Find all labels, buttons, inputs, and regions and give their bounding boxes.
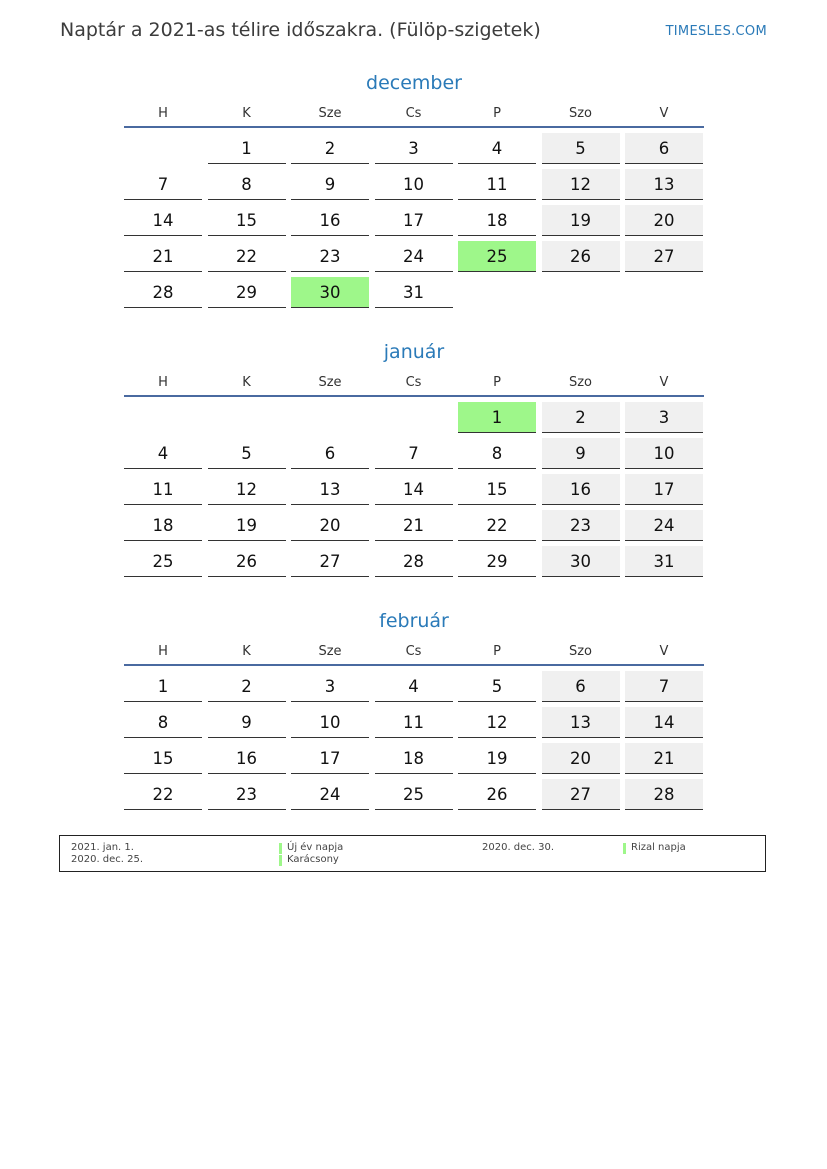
day-cell[interactable]: 3: [625, 402, 703, 433]
day-cell[interactable]: 24: [291, 779, 369, 810]
day-cell[interactable]: 7: [375, 438, 453, 469]
day-cell[interactable]: 26: [542, 241, 620, 272]
month-january: [124, 337, 704, 577]
day-cell[interactable]: 16: [208, 743, 286, 774]
weekday-header: [124, 640, 704, 666]
day-cell[interactable]: 23: [291, 241, 369, 272]
day-cell[interactable]: 2: [542, 402, 620, 433]
day-cell[interactable]: 5: [458, 671, 536, 702]
weekday-header: [124, 371, 704, 397]
holiday-day-cell[interactable]: 30: [291, 277, 369, 308]
day-cell[interactable]: 20: [625, 205, 703, 236]
holiday-legend: [59, 835, 766, 872]
day-cell[interactable]: 24: [375, 241, 453, 272]
day-cell[interactable]: 18: [375, 743, 453, 774]
day-cell[interactable]: 15: [208, 205, 286, 236]
day-cell[interactable]: 19: [458, 743, 536, 774]
day-cell[interactable]: 23: [208, 779, 286, 810]
day-cell[interactable]: 5: [542, 133, 620, 164]
day-cell[interactable]: 10: [291, 707, 369, 738]
day-cell[interactable]: 10: [375, 169, 453, 200]
day-cell[interactable]: 26: [208, 546, 286, 577]
legend-name: Új év napja: [287, 842, 344, 853]
day-cell[interactable]: 18: [124, 510, 202, 541]
day-cell[interactable]: 5: [208, 438, 286, 469]
day-cell[interactable]: 1: [208, 133, 286, 164]
legend-date: 2021. jan. 1.: [71, 842, 134, 853]
day-cell[interactable]: 12: [458, 707, 536, 738]
day-grid: [124, 133, 704, 308]
day-cell[interactable]: 12: [208, 474, 286, 505]
month-title: január: [383, 341, 445, 363]
day-cell[interactable]: 28: [375, 546, 453, 577]
weekday-label: H: [158, 644, 168, 659]
day-cell[interactable]: 9: [291, 169, 369, 200]
weekday-label: Sze: [318, 644, 342, 659]
day-cell[interactable]: 13: [625, 169, 703, 200]
day-cell[interactable]: 11: [458, 169, 536, 200]
day-cell[interactable]: 7: [124, 169, 202, 200]
weekday-label: P: [493, 644, 501, 659]
day-cell[interactable]: 21: [625, 743, 703, 774]
day-cell[interactable]: 29: [458, 546, 536, 577]
day-cell[interactable]: 14: [375, 474, 453, 505]
day-cell[interactable]: 25: [375, 779, 453, 810]
day-cell[interactable]: 22: [458, 510, 536, 541]
weekday-label: Cs: [405, 375, 422, 390]
weekday-label: V: [659, 644, 669, 659]
weekday-label: Sze: [318, 106, 342, 121]
day-cell[interactable]: 8: [458, 438, 536, 469]
day-cell[interactable]: 28: [124, 277, 202, 308]
day-cell[interactable]: 2: [208, 671, 286, 702]
page-title: Naptár a 2021-as télire időszakra. (Fülöp-szigetek): [60, 19, 541, 41]
month-title: február: [379, 610, 449, 632]
weekday-label: Cs: [405, 106, 422, 121]
day-cell[interactable]: 6: [291, 438, 369, 469]
day-cell[interactable]: 27: [625, 241, 703, 272]
weekday-label: H: [158, 375, 168, 390]
day-cell[interactable]: 8: [208, 169, 286, 200]
weekday-label: V: [659, 106, 669, 121]
day-cell[interactable]: 11: [375, 707, 453, 738]
weekday-label: Cs: [405, 644, 422, 659]
day-cell[interactable]: 25: [124, 546, 202, 577]
day-cell[interactable]: 17: [375, 205, 453, 236]
day-cell[interactable]: 9: [208, 707, 286, 738]
month-december: [124, 68, 704, 308]
weekday-label: P: [493, 375, 501, 390]
weekday-label: Szo: [568, 375, 593, 390]
day-cell[interactable]: 19: [208, 510, 286, 541]
day-cell[interactable]: 14: [625, 707, 703, 738]
day-grid: [124, 402, 704, 577]
empty-cell: [375, 402, 453, 432]
empty-cell: [291, 402, 369, 432]
day-cell[interactable]: 12: [542, 169, 620, 200]
day-cell[interactable]: 20: [542, 743, 620, 774]
day-cell[interactable]: 17: [625, 474, 703, 505]
day-cell[interactable]: 7: [625, 671, 703, 702]
day-cell[interactable]: 2: [291, 133, 369, 164]
day-cell[interactable]: 18: [458, 205, 536, 236]
weekday-header: [124, 102, 704, 128]
month-title: december: [366, 72, 462, 94]
day-cell[interactable]: 29: [208, 277, 286, 308]
day-cell[interactable]: 19: [542, 205, 620, 236]
weekday-label: Szo: [568, 644, 593, 659]
legend-name: Karácsony: [287, 854, 339, 865]
weekday-label: Szo: [568, 106, 593, 121]
day-cell[interactable]: 31: [625, 546, 703, 577]
weekday-label: P: [493, 106, 501, 121]
day-cell[interactable]: 6: [625, 133, 703, 164]
legend-date: 2020. dec. 25.: [71, 854, 144, 865]
day-cell[interactable]: 1: [124, 671, 202, 702]
day-cell[interactable]: 14: [124, 205, 202, 236]
day-cell[interactable]: 11: [124, 474, 202, 505]
day-cell[interactable]: 16: [291, 205, 369, 236]
day-cell[interactable]: 15: [458, 474, 536, 505]
day-cell[interactable]: 4: [458, 133, 536, 164]
day-cell[interactable]: 3: [375, 133, 453, 164]
weekday-label: K: [242, 644, 251, 659]
day-cell[interactable]: 9: [542, 438, 620, 469]
day-cell[interactable]: 21: [124, 241, 202, 272]
day-cell[interactable]: 21: [375, 510, 453, 541]
legend-date: 2020. dec. 30.: [482, 842, 555, 853]
day-cell[interactable]: 16: [542, 474, 620, 505]
day-cell[interactable]: 10: [625, 438, 703, 469]
brand-link[interactable]: TIMESLES.COM: [665, 24, 767, 39]
month-february: [124, 606, 704, 810]
legend-name: Rizal napja: [631, 842, 686, 853]
day-cell[interactable]: 27: [291, 546, 369, 577]
day-cell[interactable]: 24: [625, 510, 703, 541]
day-cell[interactable]: 23: [542, 510, 620, 541]
day-cell[interactable]: 22: [208, 241, 286, 272]
empty-cell: [124, 133, 202, 163]
day-cell[interactable]: 30: [542, 546, 620, 577]
day-cell[interactable]: 20: [291, 510, 369, 541]
day-cell[interactable]: 26: [458, 779, 536, 810]
weekday-label: V: [659, 375, 669, 390]
day-grid: [124, 671, 704, 810]
day-cell[interactable]: 13: [291, 474, 369, 505]
weekday-label: K: [242, 375, 251, 390]
day-cell[interactable]: 4: [124, 438, 202, 469]
weekday-label: K: [242, 106, 251, 121]
day-cell[interactable]: 8: [124, 707, 202, 738]
day-cell[interactable]: 3: [291, 671, 369, 702]
day-cell[interactable]: 31: [375, 277, 453, 308]
empty-cell: [124, 402, 202, 432]
day-cell[interactable]: 6: [542, 671, 620, 702]
empty-cell: [208, 402, 286, 432]
day-cell[interactable]: 15: [124, 743, 202, 774]
holiday-day-cell[interactable]: 1: [458, 402, 536, 433]
day-cell[interactable]: 17: [291, 743, 369, 774]
day-cell[interactable]: 4: [375, 671, 453, 702]
day-cell[interactable]: 27: [542, 779, 620, 810]
day-cell[interactable]: 13: [542, 707, 620, 738]
day-cell[interactable]: 22: [124, 779, 202, 810]
weekday-label: Sze: [318, 375, 342, 390]
holiday-day-cell[interactable]: 25: [458, 241, 536, 272]
day-cell[interactable]: 28: [625, 779, 703, 810]
weekday-label: H: [158, 106, 168, 121]
